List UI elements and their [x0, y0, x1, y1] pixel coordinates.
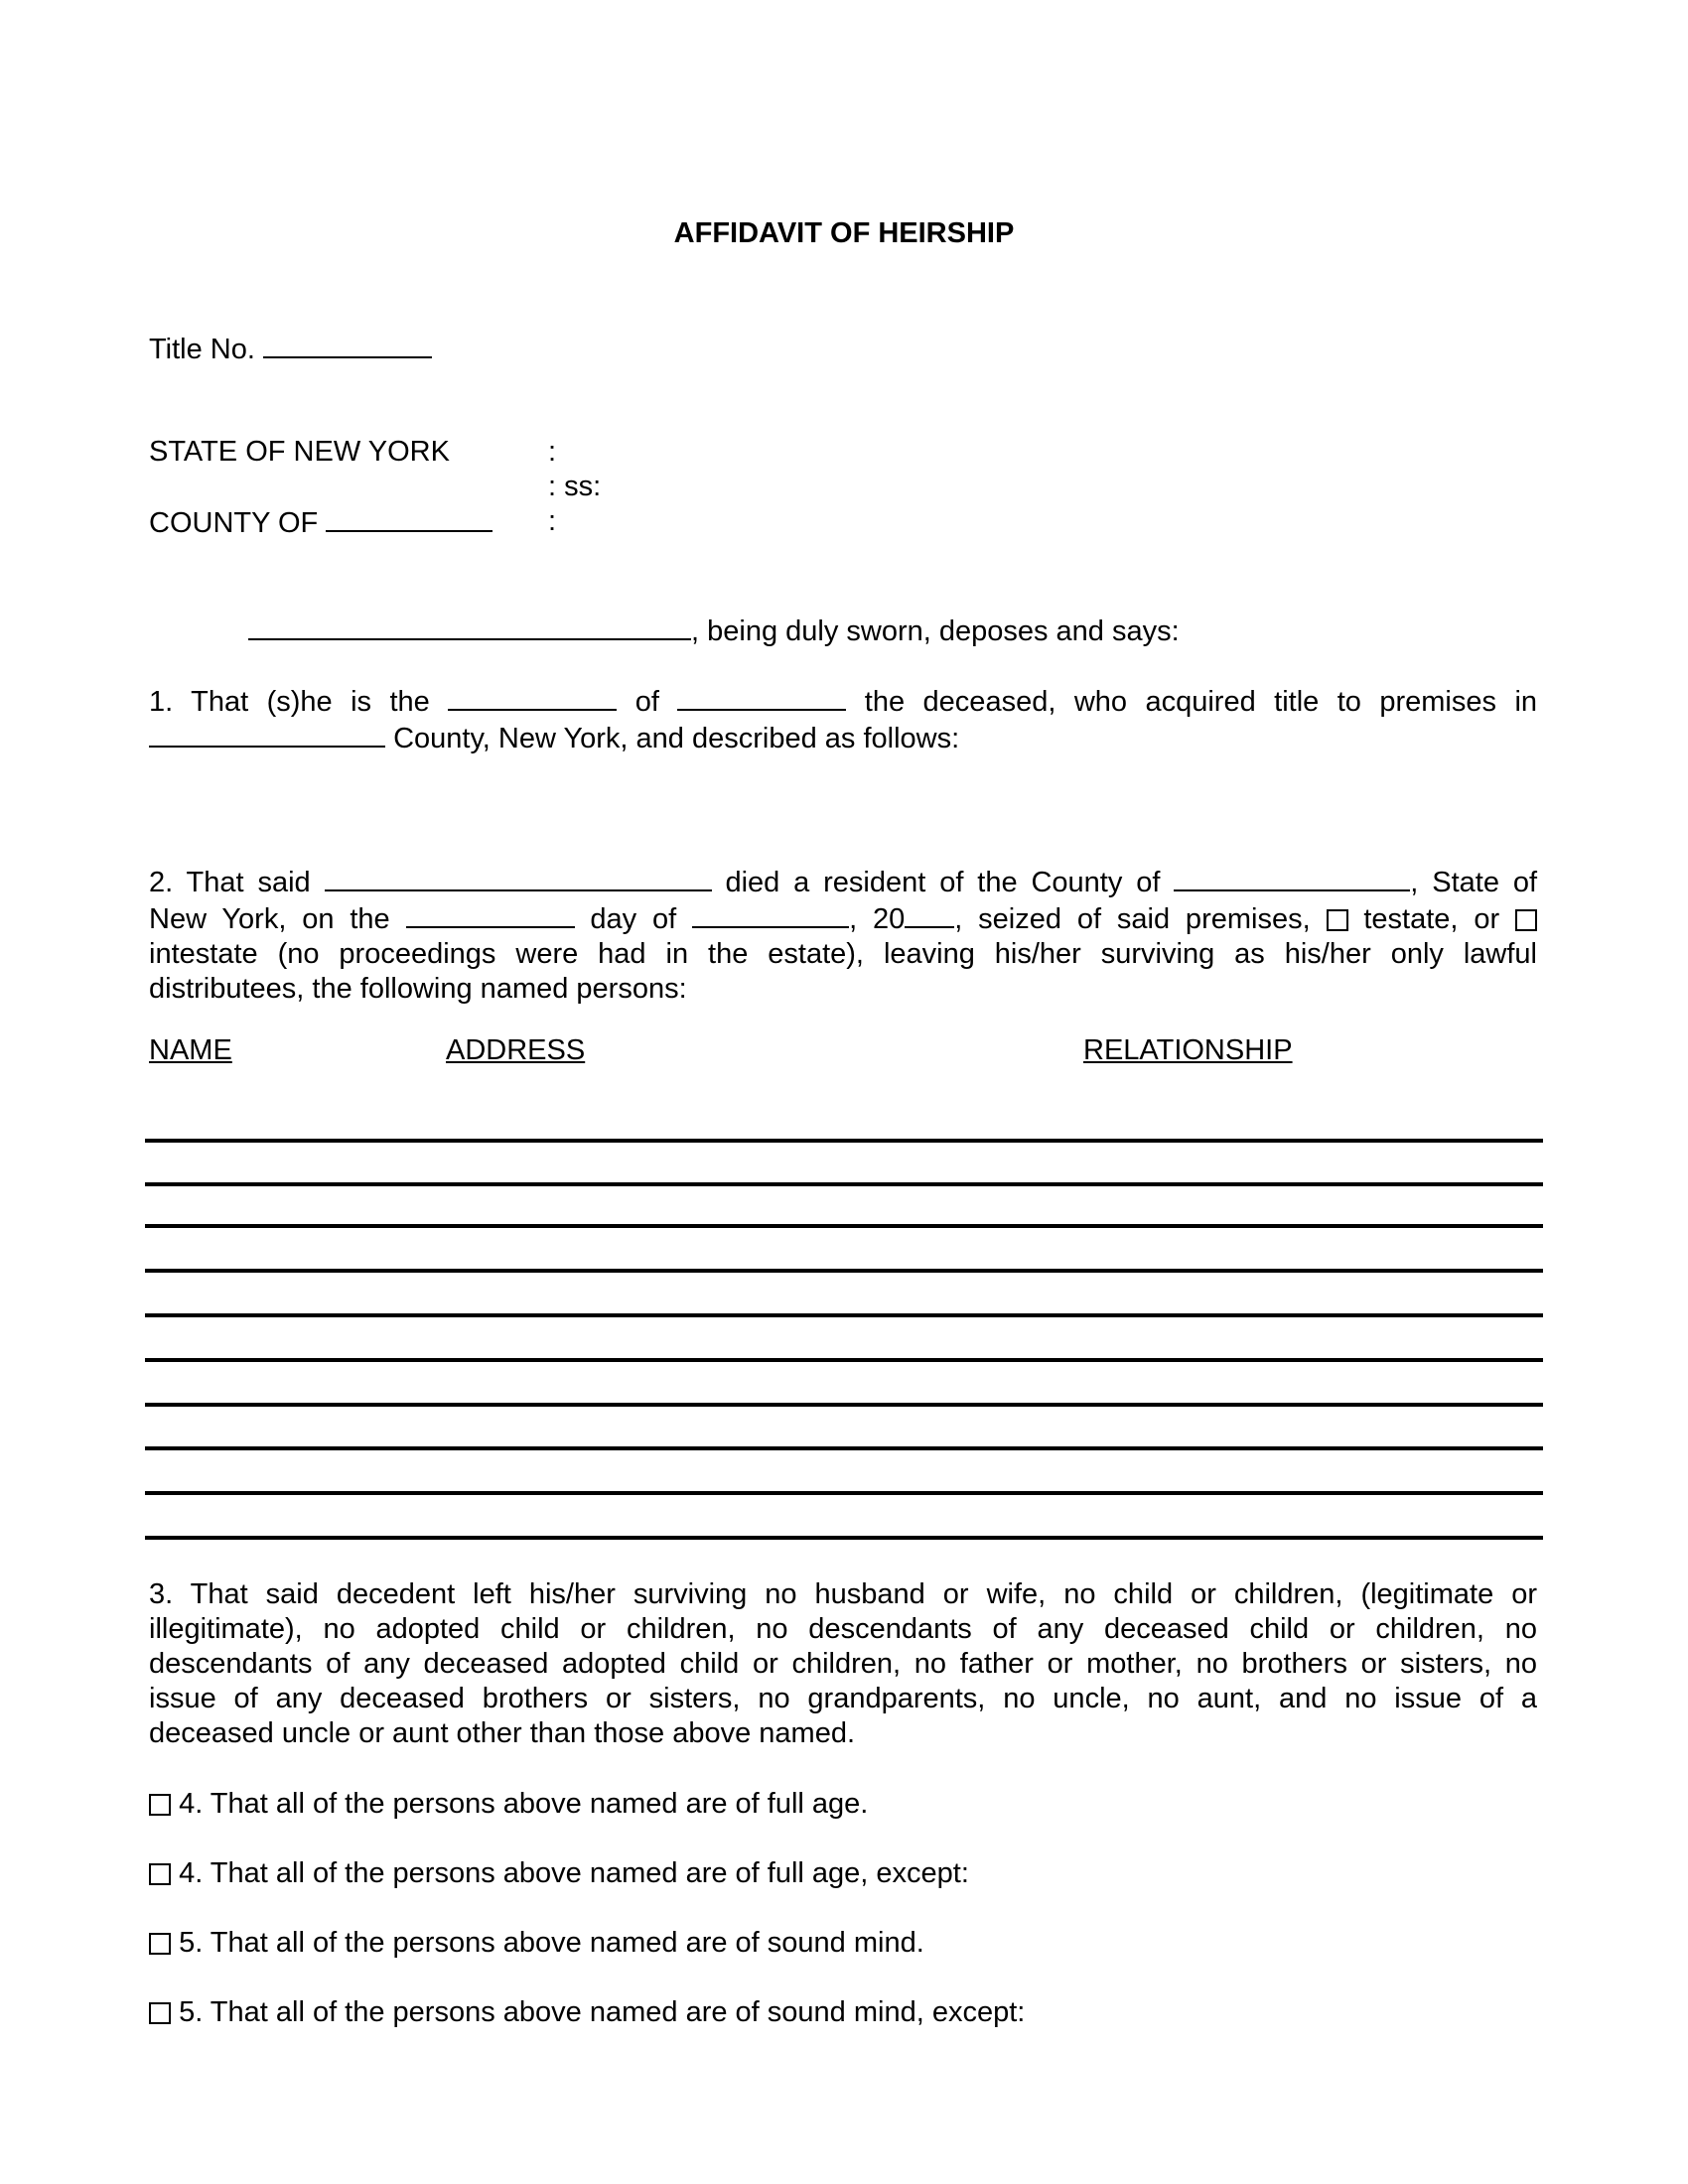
para1-text-a: 1. That (s)he is the: [149, 686, 430, 718]
distributee-line[interactable]: [145, 1358, 1543, 1362]
option-full-age: [149, 1787, 868, 1822]
header-relationship: RELATIONSHIP: [1083, 1034, 1293, 1066]
para2-text-g: , seized of said premises,: [954, 903, 1311, 935]
state-label: STATE OF NEW YORK: [149, 436, 450, 468]
paragraph-3-line-3: descendants of any deceased adopted child or children, no father or mother, no brothers or sisters, no: [149, 1648, 1537, 1680]
option-text: 5. That all of the persons above named are of sound mind, except:: [179, 1996, 1026, 2028]
distributee-line[interactable]: [145, 1313, 1543, 1317]
venue-ss: : ss:: [548, 471, 602, 502]
full-age-checkbox[interactable]: [149, 1794, 171, 1816]
paragraph-1-line-1: [149, 683, 1537, 720]
venue-colon-1: :: [548, 436, 557, 468]
para2-text-a: 2. That said: [149, 867, 311, 898]
title-no-row: [149, 331, 432, 367]
paragraph-3: [149, 1577, 1537, 1751]
distributee-line[interactable]: [145, 1224, 1543, 1228]
para2-text-h: testate, or: [1363, 903, 1500, 935]
option-text: 4. That all of the persons above named are of full age.: [179, 1788, 869, 1820]
paragraph-1-line-2: [149, 720, 1537, 756]
para2-text-e: day of: [590, 903, 677, 935]
paragraph-3-line-2: illegitimate), no adopted child or children, no descendants of any deceased child or children, no: [149, 1613, 1537, 1645]
distributee-line[interactable]: [145, 1139, 1543, 1143]
paragraph-3-line-4: issue of any deceased brothers or sisters, no grandparents, no uncle, no aunt, and no issue of a: [149, 1683, 1537, 1714]
para2-text-f: , 20: [849, 903, 906, 935]
paragraph-2: [149, 864, 1537, 1007]
distributee-line[interactable]: [145, 1536, 1543, 1540]
paragraph-2-line-3: intestate (no proceedings were had in the estate), leaving his/her surviving as his/her only lawful: [149, 938, 1537, 970]
death-month-field[interactable]: [692, 900, 849, 928]
deceased-name-field[interactable]: [677, 683, 846, 711]
death-day-field[interactable]: [406, 900, 575, 928]
sworn-row: [248, 613, 1180, 649]
paragraph-2-line-1: [149, 864, 1537, 900]
paragraph-2-line-2: [149, 900, 1537, 937]
premises-county-field[interactable]: [149, 720, 385, 748]
title-no-label: Title No.: [149, 334, 255, 365]
para2-text-c: , State of: [1410, 867, 1538, 898]
intestate-checkbox[interactable]: [1515, 909, 1537, 931]
full-age-except-checkbox[interactable]: [149, 1863, 171, 1885]
venue-colon-2: :: [548, 505, 557, 537]
sworn-text: , being duly sworn, deposes and says:: [691, 615, 1180, 647]
distributee-line[interactable]: [145, 1182, 1543, 1186]
paragraph-3-line-5: deceased uncle or aunt other than those above named.: [149, 1717, 856, 1749]
paragraph-2-line-4: distributees, the following named persons:: [149, 973, 687, 1005]
sound-mind-checkbox[interactable]: [149, 1933, 171, 1955]
option-text: 4. That all of the persons above named are of full age, except:: [179, 1857, 969, 1889]
relationship-field[interactable]: [448, 683, 617, 711]
county-label: COUNTY OF: [149, 507, 319, 539]
para2-text-b: died a resident of the County of: [725, 867, 1161, 898]
option-sound-mind: [149, 1926, 924, 1961]
document-title: AFFIDAVIT OF HEIRSHIP: [673, 217, 1015, 249]
testate-checkbox[interactable]: [1327, 909, 1348, 931]
para1-text-c: the deceased, who acquired title to premises in: [864, 686, 1538, 718]
distributee-line[interactable]: [145, 1403, 1543, 1407]
option-text: 5. That all of the persons above named are of sound mind.: [179, 1927, 924, 1959]
decedent-name-field[interactable]: [325, 864, 712, 891]
para1-text-d: County, New York, and described as follows:: [393, 723, 960, 754]
residence-county-field[interactable]: [1174, 864, 1410, 891]
option-sound-mind-except: [149, 1995, 1025, 2030]
distributee-line[interactable]: [145, 1491, 1543, 1495]
county-row: [149, 504, 492, 541]
distributee-line[interactable]: [145, 1446, 1543, 1450]
title-no-field[interactable]: [263, 331, 432, 358]
header-address: ADDRESS: [446, 1034, 586, 1066]
sound-mind-except-checkbox[interactable]: [149, 2002, 171, 2024]
para1-text-b: of: [634, 686, 659, 718]
option-full-age-except: [149, 1856, 969, 1891]
county-field[interactable]: [326, 504, 492, 532]
affiant-name-field[interactable]: [248, 613, 691, 640]
distributee-line[interactable]: [145, 1269, 1543, 1273]
death-year-field[interactable]: [905, 900, 954, 928]
para2-text-d: New York, on the: [149, 903, 390, 935]
paragraph-3-line-1: 3. That said decedent left his/her surviving no husband or wife, no child or children, (legitimate or: [149, 1578, 1537, 1610]
paragraph-1: [149, 683, 1537, 756]
header-name: NAME: [149, 1034, 232, 1066]
